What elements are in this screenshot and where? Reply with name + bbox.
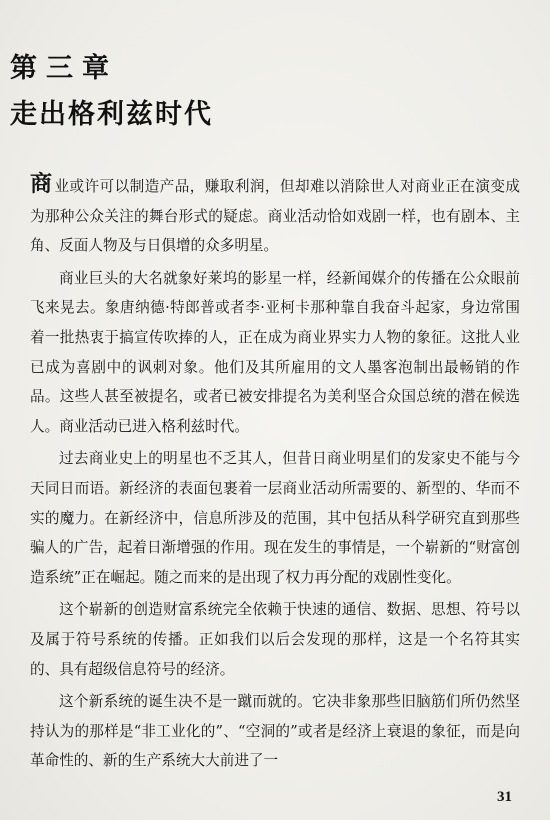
page-number: 31 — [497, 789, 512, 805]
paragraph-4: 这个崭新的创造财富系统完全依赖于快速的通信、数据、思想、符号以及属于符号系统的传播。正如我们以后会发现的那样，这是一个名符其实的、具有超级信息符号的经济。 — [30, 601, 520, 678]
chapter-title: 走出格利兹时代 — [10, 99, 213, 130]
drop-cap: 商 — [30, 172, 53, 197]
paragraph-1-text: 业或许可以制造产品，赚取利润，但却难以消除世人对商业正在演变成为那种公众关注的舞台形式的疑虑。商业活动恰如戏剧一样，也有剧本、主角、反面人物及与日俱增的众多明星。 — [30, 178, 520, 255]
chapter-number: 第三章 — [10, 53, 118, 84]
body-text — [30, 172, 520, 779]
paragraph-1 — [30, 172, 520, 261]
paragraph-3: 过去商业史上的明星也不乏其人，但昔日商业明星们的发家史不能与今天同日而语。新经济的表面包裹着一层商业活动所需要的、新型的、华而不实的魔力。在新经济中，信息所涉及的范围，其中包括从科学研究直到那些骗人的广告，起着日渐增强的作用。现在发生的事情是，一个崭新的“财富创造系统”正在崛起。随之而来的是出现了权力再分配的戏剧性变化。 — [30, 450, 520, 586]
paragraph-5: 这个新系统的诞生决不是一蹴而就的。它决非象那些旧脑筋们所仍然坚持认为的那样是“非工业化的”、“空洞的”或者是经济上衰退的象征，而是向革命性的、新的生产系统大大前进了一 — [30, 693, 520, 770]
chapter-heading — [10, 52, 213, 132]
paragraph-2: 商业巨头的大名就象好莱坞的影星一样，经新闻媒介的传播在公众眼前飞来晃去。象唐纳德·特郎普或者李·亚柯卡那种靠自我奋斗起家，身边常围着一批热衷于搞宣传吹捧的人，正在成为商业界实力人物的象征。这批人业已成为喜剧中的讽刺对象。他们及其所雇用的文人墨客泡制出最畅销的作品。这些人甚至被提名，或者已被安排提名为美利坚合众国总统的潜在候选人。商业活动已进入格利兹时代。 — [30, 269, 520, 435]
